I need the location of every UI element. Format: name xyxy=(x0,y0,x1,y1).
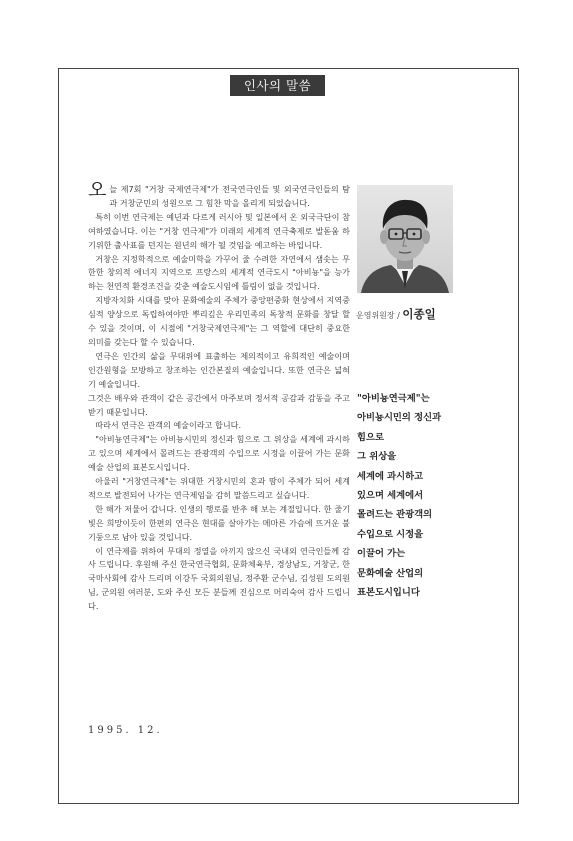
portrait-photo xyxy=(357,185,453,293)
pull-quote-line: 표본도시입니다 xyxy=(357,587,420,599)
pull-quote-line: 아비뇽시민의 정신과 xyxy=(357,412,442,424)
paragraph-10: 한 해가 저물어 갑니다. 인생의 행로를 반추 해 보는 계절입니다. 한 줄기 빛은 희망이듯이 한편의 연극은 현대를 살아가는 메마른 가슴에 뜨거운 불기둥으로 남아 있을 것입니다. xyxy=(88,503,350,542)
pull-quote-line: 이끌어 가는 xyxy=(357,548,406,560)
pull-quote-line: 힘으로 xyxy=(357,431,384,443)
pull-quote xyxy=(357,389,487,602)
pull-quote-line: 문화예술 산업의 xyxy=(357,567,424,579)
paragraph-text: 늘 제7회 "거창 국제연극제"가 전국연극인들 및 외국연극인들의 탐과 거창군민의 성원으로 그 힘찬 막을 올리게 되었습니다. xyxy=(109,184,350,208)
caption-role: 운영위원장 / xyxy=(356,311,403,320)
paragraph-9: 아울러 "거창연극제"는 위대한 거창시민의 혼과 땀이 주체가 되어 세계적으로 발전되어 나가는 연극제임을 감히 말씀드리고 싶습니다. xyxy=(88,476,350,500)
paragraph-4: 지방자치화 시대를 맞아 문화예술의 주체가 중앙편중화 현상에서 지역중심적 양상으로 독립하여야만 뿌리깊은 우리민족의 독창적 문화를 창달 할 수 있을 것이며, 이 시점에 "거창국제연극제"는 그 역할에 대단히 중요한 의미를 갖는다 할 수 있습니다. xyxy=(88,295,350,347)
portrait-image xyxy=(357,185,453,293)
photo-caption xyxy=(356,306,436,322)
article-body xyxy=(88,179,350,614)
paragraph-2: 특히 이번 연극제는 예년과 다르게 러시아 및 일본에서 온 외국극단이 참여하였습니다. 이는 "거창 연극제"가 미래의 세계적 연극축제로 발돋움 하기위한 출사표를 던지는 원년의 해가 될 것임을 예고하는 바입니다. xyxy=(88,211,350,250)
pull-quote-line: 세계에 과시하고 xyxy=(357,470,424,482)
pull-quote-line: 몰려드는 관광객의 xyxy=(357,509,433,521)
paragraph-8: "아비뇽연극제"는 아비뇽시민의 정신과 힘으로 그 위상을 세계에 과시하고 있으며 세계에서 몰려드는 관광객의 수입으로 시정을 이끌어 가는 문화예술 산업의 표본도시입니다. xyxy=(88,434,350,473)
paragraph-5: 연극은 인간의 삶을 무대위에 표출하는 제의적이고 유희적인 예술이며 인간원형을 모방하고 창조하는 인간본질의 예술입니다. 또한 연극은 넓혀기 예술입니다. xyxy=(88,350,350,389)
date: 1995. 12. xyxy=(88,725,163,736)
dropcap: 오 xyxy=(88,179,107,201)
paragraph-1 xyxy=(88,179,350,211)
paragraph-6: 그것은 배우와 관객이 같은 공간에서 마주보며 정서적 공감과 감동을 주고 받기 때문입니다. xyxy=(88,392,350,417)
pull-quote-line: "아비뇽연극제"는 xyxy=(357,393,430,404)
paragraph-3: 거창은 지정학적으로 예술미학을 가꾸어 줄 수려한 자연에서 샘솟는 무한한 창의적 에너지 지역으로 프랑스의 세계적 연극도시 "아비뇽"을 능가하는 천연적 환경조건을 갖춘 예술도시임에 틀림이 없을 것입니다. xyxy=(88,253,350,292)
paragraph-7: 따라서 연극은 관객의 예술이라고 합니다. xyxy=(95,420,242,431)
page-title: 인사의 말씀 xyxy=(230,75,325,96)
paragraph-11: 이 연극제를 위하여 무대의 정열을 아끼지 않으신 국내외 연극인들께 감사 드립니다. 후원해 주신 한국연극협회, 문화체육부, 경상남도, 거창군, 한국마사회에 감사 드리며 이강두 국회의원님, 정주환 군수님, 김성원 도의원님, 군의원 여러분, 도와 주신 모든 분들께 진심으로 머리숙여 감사 드립니다. xyxy=(88,545,350,612)
pull-quote-line: 그 위상을 xyxy=(357,451,397,463)
pull-quote-line: 수입으로 시정을 xyxy=(357,528,424,540)
caption-name: 이종일 xyxy=(402,307,436,321)
pull-quote-line: 있으며 세계에서 xyxy=(357,490,424,502)
